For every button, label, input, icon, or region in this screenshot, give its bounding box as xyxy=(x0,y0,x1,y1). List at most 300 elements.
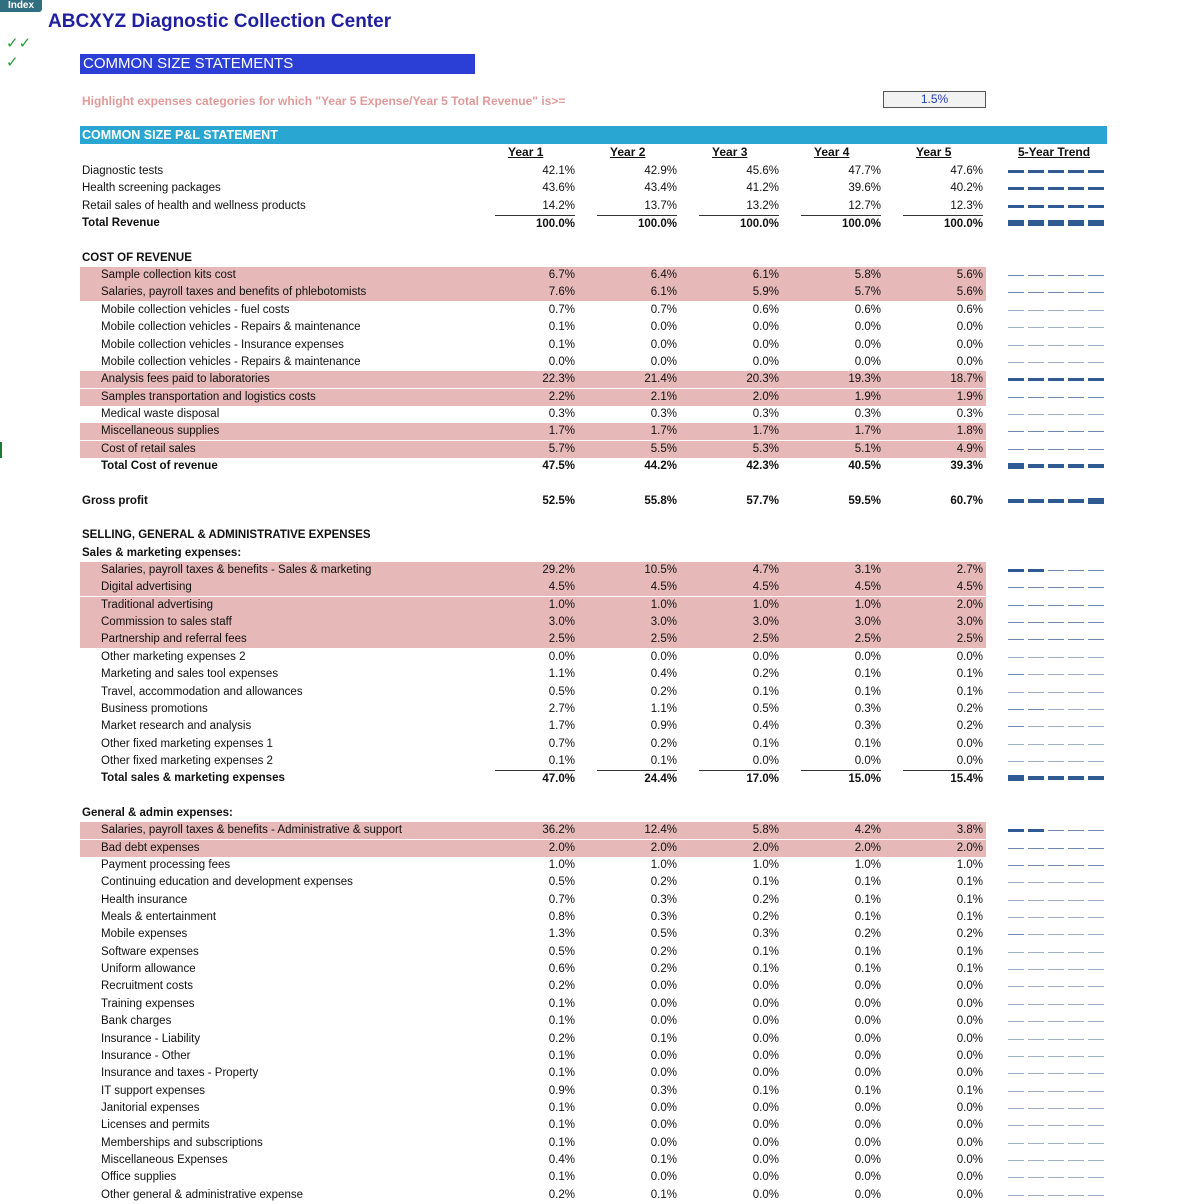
cell-year-4[interactable]: 100.0% xyxy=(801,215,881,233)
cell-year-1[interactable]: 7.6% xyxy=(548,286,575,298)
trend-dash xyxy=(1008,569,1024,572)
cell-year-5[interactable]: 5.6% xyxy=(956,269,983,281)
cell-year-3[interactable]: 45.6% xyxy=(746,165,779,177)
cell-year-2[interactable]: 100.0% xyxy=(597,215,677,233)
cell-year-4[interactable]: 4.2% xyxy=(854,824,881,836)
cell-year-1[interactable]: 47.5% xyxy=(542,460,575,472)
cell-year-3[interactable]: 17.0% xyxy=(699,770,779,788)
cell-year-1[interactable]: 6.7% xyxy=(548,269,575,281)
cell-year-1[interactable]: 1.7% xyxy=(548,720,575,732)
cell-year-3[interactable]: 0.0% xyxy=(752,755,779,767)
trend-dash xyxy=(1068,1125,1084,1126)
trend-dash xyxy=(1088,431,1104,432)
cell-year-5[interactable]: 0.1% xyxy=(956,963,983,975)
cell-year-5[interactable]: 1.0% xyxy=(956,859,983,871)
trend-dash xyxy=(1008,292,1024,293)
cell-year-1[interactable]: 29.2% xyxy=(542,564,575,576)
cell-year-3[interactable]: 0.6% xyxy=(752,304,779,316)
cell-year-5[interactable]: 3.0% xyxy=(956,616,983,628)
cell-year-3[interactable]: 4.7% xyxy=(752,564,779,576)
cell-year-5[interactable]: 0.1% xyxy=(956,668,983,680)
cell-year-3[interactable]: 42.3% xyxy=(746,460,779,472)
cell-year-3[interactable]: 13.2% xyxy=(746,200,779,212)
cell-year-3[interactable]: 0.2% xyxy=(752,911,779,923)
cell-year-3[interactable]: 6.1% xyxy=(752,269,779,281)
cell-year-2[interactable]: 0.0% xyxy=(650,980,677,992)
cell-year-5[interactable]: 0.1% xyxy=(956,686,983,698)
cell-year-1[interactable]: 0.2% xyxy=(548,980,575,992)
trend-dash xyxy=(1088,969,1104,970)
cell-year-5[interactable]: 0.0% xyxy=(956,339,983,351)
cell-year-1[interactable]: 0.2% xyxy=(548,1189,575,1201)
row-label: Miscellaneous supplies xyxy=(101,425,220,437)
cell-year-5[interactable]: 60.7% xyxy=(950,495,983,507)
cell-year-5[interactable]: 3.8% xyxy=(956,824,983,836)
cell-year-3[interactable]: 4.5% xyxy=(752,581,779,593)
cell-year-5[interactable]: 2.0% xyxy=(956,842,983,854)
cell-year-4[interactable]: 0.0% xyxy=(854,1119,881,1131)
cell-year-3[interactable]: 0.0% xyxy=(752,1154,779,1166)
cell-year-2[interactable]: 0.3% xyxy=(650,408,677,420)
cell-year-1[interactable]: 0.1% xyxy=(548,1050,575,1062)
cell-year-5[interactable]: 0.0% xyxy=(956,321,983,333)
cell-year-1[interactable]: 0.1% xyxy=(548,1067,575,1079)
cell-year-4[interactable]: 2.0% xyxy=(854,842,881,854)
cell-year-1[interactable]: 0.7% xyxy=(548,304,575,316)
cell-year-2[interactable]: 0.0% xyxy=(650,1102,677,1114)
cell-year-1[interactable]: 22.3% xyxy=(542,373,575,385)
cell-year-1[interactable]: 0.2% xyxy=(548,1033,575,1045)
trend-dash xyxy=(1048,969,1064,970)
cell-year-2[interactable]: 13.7% xyxy=(644,200,677,212)
trend-dash xyxy=(1008,220,1024,226)
cell-year-3[interactable]: 5.3% xyxy=(752,443,779,455)
cell-year-4[interactable]: 15.0% xyxy=(801,770,881,788)
cell-year-2[interactable]: 0.5% xyxy=(650,928,677,940)
cell-year-3[interactable]: 0.1% xyxy=(752,1085,779,1097)
cell-year-2[interactable]: 0.3% xyxy=(650,911,677,923)
trend-dash xyxy=(1068,1021,1084,1022)
trend-dash xyxy=(1048,292,1064,293)
trend-dash xyxy=(1068,292,1084,293)
index-tab[interactable]: Index xyxy=(0,0,42,12)
cell-year-4[interactable]: 0.2% xyxy=(854,928,881,940)
cell-year-2[interactable]: 0.0% xyxy=(650,651,677,663)
cell-year-1[interactable]: 14.2% xyxy=(542,200,575,212)
cell-year-2[interactable]: 0.0% xyxy=(650,1067,677,1079)
cell-year-5[interactable]: 0.1% xyxy=(956,894,983,906)
cell-year-2[interactable]: 0.0% xyxy=(650,1137,677,1149)
cell-year-1[interactable]: 0.6% xyxy=(548,963,575,975)
cell-year-3[interactable]: 1.7% xyxy=(752,425,779,437)
cell-year-2[interactable]: 0.2% xyxy=(650,686,677,698)
row-label: SELLING, GENERAL & ADMINISTRATIVE EXPENSES xyxy=(82,529,371,541)
cell-year-3[interactable]: 1.0% xyxy=(752,599,779,611)
cell-year-2[interactable]: 0.0% xyxy=(650,321,677,333)
cell-year-4[interactable]: 0.0% xyxy=(854,1102,881,1114)
cell-year-5[interactable]: 0.0% xyxy=(956,998,983,1010)
cell-year-1[interactable]: 3.0% xyxy=(548,616,575,628)
cell-year-5[interactable]: 0.2% xyxy=(956,928,983,940)
cell-year-4[interactable]: 3.0% xyxy=(854,616,881,628)
trend-dash xyxy=(1068,934,1084,935)
cell-year-3[interactable]: 0.4% xyxy=(752,720,779,732)
cell-year-5[interactable]: 0.1% xyxy=(956,911,983,923)
cell-year-3[interactable]: 0.1% xyxy=(752,686,779,698)
cell-year-5[interactable]: 2.0% xyxy=(956,599,983,611)
cell-year-2[interactable]: 0.1% xyxy=(650,1154,677,1166)
cell-year-2[interactable]: 10.5% xyxy=(644,564,677,576)
cell-year-2[interactable]: 1.0% xyxy=(650,599,677,611)
cell-year-4[interactable]: 0.3% xyxy=(854,720,881,732)
cell-year-3[interactable]: 0.1% xyxy=(752,946,779,958)
cell-year-2[interactable]: 0.0% xyxy=(650,1171,677,1183)
cell-year-3[interactable]: 5.9% xyxy=(752,286,779,298)
cell-year-3[interactable]: 0.2% xyxy=(752,894,779,906)
cell-year-4[interactable]: 0.3% xyxy=(854,703,881,715)
cell-year-1[interactable]: 100.0% xyxy=(495,215,575,233)
cell-year-3[interactable]: 0.0% xyxy=(752,1033,779,1045)
cell-year-4[interactable]: 0.0% xyxy=(854,651,881,663)
cell-year-1[interactable]: 0.7% xyxy=(548,738,575,750)
cell-year-3[interactable]: 0.0% xyxy=(752,321,779,333)
cell-year-2[interactable]: 6.4% xyxy=(650,269,677,281)
cell-year-1[interactable]: 0.7% xyxy=(548,894,575,906)
trend-dash xyxy=(1008,761,1024,762)
cell-year-5[interactable]: 0.0% xyxy=(956,1033,983,1045)
cell-year-3[interactable]: 41.2% xyxy=(746,182,779,194)
cell-year-4[interactable]: 0.0% xyxy=(854,1137,881,1149)
cell-year-5[interactable]: 0.0% xyxy=(956,738,983,750)
cell-year-3[interactable]: 0.1% xyxy=(752,738,779,750)
cell-year-1[interactable]: 0.5% xyxy=(548,946,575,958)
cell-year-2[interactable]: 0.7% xyxy=(650,304,677,316)
trend-dash xyxy=(1088,327,1104,328)
cell-year-2[interactable]: 0.0% xyxy=(650,998,677,1010)
cell-year-2[interactable]: 4.5% xyxy=(650,581,677,593)
cell-year-2[interactable]: 12.4% xyxy=(644,824,677,836)
cell-year-3[interactable]: 0.3% xyxy=(752,408,779,420)
cell-year-5[interactable]: 0.6% xyxy=(956,304,983,316)
cell-year-1[interactable]: 0.1% xyxy=(548,339,575,351)
cell-year-2[interactable]: 0.0% xyxy=(650,1119,677,1131)
cell-year-3[interactable]: 0.0% xyxy=(752,1171,779,1183)
cell-year-1[interactable]: 2.7% xyxy=(548,703,575,715)
cell-year-4[interactable]: 0.6% xyxy=(854,304,881,316)
cell-year-3[interactable]: 0.0% xyxy=(752,339,779,351)
cell-year-1[interactable]: 47.0% xyxy=(495,770,575,788)
cell-year-4[interactable]: 0.1% xyxy=(854,1085,881,1097)
cell-year-1[interactable]: 0.1% xyxy=(548,755,575,767)
trend-dash xyxy=(1088,934,1104,935)
cell-year-5[interactable]: 1.9% xyxy=(956,391,983,403)
cell-year-1[interactable]: 0.8% xyxy=(548,911,575,923)
cell-year-4[interactable]: 12.7% xyxy=(848,200,881,212)
trend-dash xyxy=(1048,1004,1064,1005)
cell-year-4[interactable]: 0.1% xyxy=(854,894,881,906)
cell-year-1[interactable]: 0.9% xyxy=(548,1085,575,1097)
cell-year-5[interactable]: 0.1% xyxy=(956,1085,983,1097)
cell-year-3[interactable]: 0.5% xyxy=(752,703,779,715)
cell-year-5[interactable]: 0.0% xyxy=(956,755,983,767)
trend-dash xyxy=(1068,499,1084,503)
cell-year-5[interactable]: 2.5% xyxy=(956,633,983,645)
cell-year-3[interactable]: 0.1% xyxy=(752,876,779,888)
cell-year-4[interactable]: 1.7% xyxy=(854,425,881,437)
cell-year-2[interactable]: 21.4% xyxy=(644,373,677,385)
cell-year-4[interactable]: 0.0% xyxy=(854,998,881,1010)
cell-year-4[interactable]: 0.0% xyxy=(854,321,881,333)
cell-year-1[interactable]: 0.3% xyxy=(548,408,575,420)
cell-year-4[interactable]: 59.5% xyxy=(848,495,881,507)
cell-year-4[interactable]: 2.5% xyxy=(854,633,881,645)
cell-year-5[interactable]: 0.0% xyxy=(956,1102,983,1114)
cell-year-3[interactable]: 0.0% xyxy=(752,651,779,663)
cell-year-2[interactable]: 3.0% xyxy=(650,616,677,628)
cell-year-4[interactable]: 0.1% xyxy=(854,876,881,888)
trend-dash xyxy=(1068,776,1084,780)
cell-year-5[interactable]: 0.0% xyxy=(956,651,983,663)
cell-year-4[interactable]: 0.0% xyxy=(854,1067,881,1079)
cell-year-3[interactable]: 2.0% xyxy=(752,842,779,854)
cell-year-2[interactable]: 5.5% xyxy=(650,443,677,455)
cell-year-1[interactable]: 0.1% xyxy=(548,1171,575,1183)
cell-year-2[interactable]: 44.2% xyxy=(644,460,677,472)
cell-year-4[interactable]: 0.1% xyxy=(854,946,881,958)
cell-year-4[interactable]: 0.3% xyxy=(854,408,881,420)
cell-year-1[interactable]: 2.0% xyxy=(548,842,575,854)
cell-year-3[interactable]: 2.0% xyxy=(752,391,779,403)
cell-year-2[interactable]: 0.3% xyxy=(650,894,677,906)
cell-year-5[interactable]: 0.0% xyxy=(956,1137,983,1149)
cell-year-2[interactable]: 24.4% xyxy=(597,770,677,788)
cell-year-5[interactable]: 0.1% xyxy=(956,876,983,888)
table-row xyxy=(0,458,1200,475)
trend-dash xyxy=(1068,275,1084,276)
row-label: Marketing and sales tool expenses xyxy=(101,668,279,680)
trend-dash xyxy=(1028,1160,1044,1161)
trend-sparkline xyxy=(1008,753,1104,770)
cell-year-5[interactable]: 0.0% xyxy=(956,1119,983,1131)
cell-year-3[interactable]: 100.0% xyxy=(699,215,779,233)
cell-year-2[interactable]: 1.1% xyxy=(650,703,677,715)
cell-year-1[interactable]: 36.2% xyxy=(542,824,575,836)
cell-year-5[interactable]: 1.8% xyxy=(956,425,983,437)
cell-year-2[interactable]: 0.2% xyxy=(650,963,677,975)
cell-year-1[interactable]: 43.6% xyxy=(542,182,575,194)
cell-year-4[interactable]: 0.0% xyxy=(854,755,881,767)
cell-year-5[interactable]: 12.3% xyxy=(950,200,983,212)
cell-year-1[interactable]: 1.0% xyxy=(548,859,575,871)
cell-year-4[interactable]: 0.0% xyxy=(854,1050,881,1062)
cell-year-2[interactable]: 0.9% xyxy=(650,720,677,732)
cell-year-4[interactable]: 1.9% xyxy=(854,391,881,403)
cell-year-5[interactable]: 18.7% xyxy=(950,373,983,385)
cell-year-5[interactable]: 39.3% xyxy=(950,460,983,472)
cell-year-4[interactable]: 4.5% xyxy=(854,581,881,593)
trend-dash xyxy=(1028,761,1044,762)
cell-year-2[interactable]: 6.1% xyxy=(650,286,677,298)
cell-year-4[interactable]: 0.0% xyxy=(854,356,881,368)
cell-year-3[interactable]: 2.5% xyxy=(752,633,779,645)
cell-year-2[interactable]: 0.0% xyxy=(650,356,677,368)
trend-sparkline xyxy=(1008,198,1104,215)
cell-year-4[interactable]: 0.0% xyxy=(854,1033,881,1045)
cell-year-5[interactable]: 0.2% xyxy=(956,720,983,732)
row-label: Medical waste disposal xyxy=(101,408,220,420)
cell-year-2[interactable]: 0.3% xyxy=(650,1085,677,1097)
cell-year-1[interactable]: 0.0% xyxy=(548,356,575,368)
cell-year-5[interactable]: 0.0% xyxy=(956,1189,983,1201)
cell-year-5[interactable]: 0.3% xyxy=(956,408,983,420)
trend-dash xyxy=(1028,882,1044,883)
cell-year-3[interactable]: 20.3% xyxy=(746,373,779,385)
cell-year-4[interactable]: 0.0% xyxy=(854,1171,881,1183)
row-label: Mobile collection vehicles - Repairs & maintenance xyxy=(101,321,361,333)
cell-year-3[interactable]: 0.0% xyxy=(752,1015,779,1027)
cell-year-5[interactable]: 5.6% xyxy=(956,286,983,298)
cell-year-3[interactable]: 0.0% xyxy=(752,998,779,1010)
cell-year-4[interactable]: 0.1% xyxy=(854,963,881,975)
cell-year-1[interactable]: 42.1% xyxy=(542,165,575,177)
cell-year-1[interactable]: 0.1% xyxy=(548,1102,575,1114)
cell-year-1[interactable]: 1.3% xyxy=(548,928,575,940)
cell-year-3[interactable]: 0.0% xyxy=(752,356,779,368)
cell-year-4[interactable]: 1.0% xyxy=(854,599,881,611)
cell-year-2[interactable]: 0.4% xyxy=(650,668,677,680)
cell-year-1[interactable]: 4.5% xyxy=(548,581,575,593)
cell-year-4[interactable]: 47.7% xyxy=(848,165,881,177)
cell-year-2[interactable]: 2.0% xyxy=(650,842,677,854)
cell-year-1[interactable]: 0.1% xyxy=(548,1015,575,1027)
cell-year-5[interactable]: 0.2% xyxy=(956,703,983,715)
cell-year-1[interactable]: 2.5% xyxy=(548,633,575,645)
cell-year-1[interactable]: 0.1% xyxy=(548,1119,575,1131)
cell-year-2[interactable]: 0.0% xyxy=(650,339,677,351)
cell-year-3[interactable]: 5.8% xyxy=(752,824,779,836)
trend-dash xyxy=(1008,1091,1024,1092)
cell-year-2[interactable]: 0.0% xyxy=(650,1050,677,1062)
trend-dash xyxy=(1088,1160,1104,1161)
cell-year-5[interactable]: 0.0% xyxy=(956,1050,983,1062)
cell-year-2[interactable]: 0.1% xyxy=(650,755,677,767)
cell-year-3[interactable]: 57.7% xyxy=(746,495,779,507)
cell-year-2[interactable]: 0.1% xyxy=(650,1033,677,1045)
cell-year-1[interactable]: 0.1% xyxy=(548,321,575,333)
cell-year-5[interactable]: 0.0% xyxy=(956,1154,983,1166)
cell-year-4[interactable]: 5.1% xyxy=(854,443,881,455)
cell-year-5[interactable]: 0.0% xyxy=(956,1067,983,1079)
cell-year-4[interactable]: 3.1% xyxy=(854,564,881,576)
cell-year-4[interactable]: 5.7% xyxy=(854,286,881,298)
cell-year-5[interactable]: 40.2% xyxy=(950,182,983,194)
cell-year-1[interactable]: 2.2% xyxy=(548,391,575,403)
cell-year-1[interactable]: 0.4% xyxy=(548,1154,575,1166)
cell-year-5[interactable]: 0.0% xyxy=(956,1015,983,1027)
cell-year-1[interactable]: 0.0% xyxy=(548,651,575,663)
cell-year-3[interactable]: 0.1% xyxy=(752,963,779,975)
cell-year-2[interactable]: 0.2% xyxy=(650,738,677,750)
cell-year-5[interactable]: 0.0% xyxy=(956,1171,983,1183)
cell-year-2[interactable]: 43.4% xyxy=(644,182,677,194)
cell-year-2[interactable]: 0.2% xyxy=(650,946,677,958)
cell-year-3[interactable]: 3.0% xyxy=(752,616,779,628)
cell-year-4[interactable]: 19.3% xyxy=(848,373,881,385)
cell-year-2[interactable]: 42.9% xyxy=(644,165,677,177)
cell-year-3[interactable]: 0.0% xyxy=(752,1137,779,1149)
cell-year-3[interactable]: 0.0% xyxy=(752,1119,779,1131)
trend-dash xyxy=(1008,848,1024,849)
cell-year-5[interactable]: 0.0% xyxy=(956,980,983,992)
cell-year-2[interactable]: 1.7% xyxy=(650,425,677,437)
cell-year-5[interactable]: 47.6% xyxy=(950,165,983,177)
cell-year-1[interactable]: 1.0% xyxy=(548,599,575,611)
cell-year-5[interactable]: 0.1% xyxy=(956,946,983,958)
cell-year-2[interactable]: 55.8% xyxy=(644,495,677,507)
cell-year-2[interactable]: 0.1% xyxy=(650,1189,677,1201)
cell-year-2[interactable]: 1.0% xyxy=(650,859,677,871)
cell-year-1[interactable]: 0.5% xyxy=(548,876,575,888)
cell-year-3[interactable]: 0.2% xyxy=(752,668,779,680)
cell-year-1[interactable]: 52.5% xyxy=(542,495,575,507)
trend-dash xyxy=(1008,952,1024,953)
cell-year-1[interactable]: 5.7% xyxy=(548,443,575,455)
cell-year-2[interactable]: 0.2% xyxy=(650,876,677,888)
cell-year-1[interactable]: 0.1% xyxy=(548,998,575,1010)
cell-year-4[interactable]: 0.1% xyxy=(854,668,881,680)
cell-year-1[interactable]: 1.1% xyxy=(548,668,575,680)
cell-year-4[interactable]: 5.8% xyxy=(854,269,881,281)
cell-year-1[interactable]: 1.7% xyxy=(548,425,575,437)
cell-year-2[interactable]: 2.1% xyxy=(650,391,677,403)
cell-year-4[interactable]: 0.1% xyxy=(854,911,881,923)
cell-year-4[interactable]: 1.0% xyxy=(854,859,881,871)
cell-year-4[interactable]: 0.0% xyxy=(854,1015,881,1027)
cell-year-5[interactable]: 4.5% xyxy=(956,581,983,593)
trend-dash xyxy=(1028,917,1044,918)
cell-year-4[interactable]: 40.5% xyxy=(848,460,881,472)
cell-year-4[interactable]: 0.1% xyxy=(854,738,881,750)
cell-year-5[interactable]: 100.0% xyxy=(903,215,983,233)
trend-dash xyxy=(1028,397,1044,398)
trend-dash xyxy=(1028,1004,1044,1005)
cell-year-3[interactable]: 0.0% xyxy=(752,980,779,992)
cell-year-4[interactable]: 39.6% xyxy=(848,182,881,194)
cell-year-4[interactable]: 0.0% xyxy=(854,1154,881,1166)
cell-year-3[interactable]: 0.0% xyxy=(752,1050,779,1062)
cell-year-3[interactable]: 0.0% xyxy=(752,1189,779,1201)
cell-year-4[interactable]: 0.0% xyxy=(854,980,881,992)
cell-year-3[interactable]: 0.0% xyxy=(752,1102,779,1114)
cell-year-5[interactable]: 4.9% xyxy=(956,443,983,455)
cell-year-4[interactable]: 0.0% xyxy=(854,339,881,351)
cell-year-1[interactable]: 0.5% xyxy=(548,686,575,698)
cell-year-1[interactable]: 0.1% xyxy=(548,1137,575,1149)
row-label: Recruitment costs xyxy=(101,980,194,992)
cell-year-4[interactable]: 0.1% xyxy=(854,686,881,698)
cell-year-4[interactable]: 0.0% xyxy=(854,1189,881,1201)
cell-year-5[interactable]: 2.7% xyxy=(956,564,983,576)
cell-year-3[interactable]: 1.0% xyxy=(752,859,779,871)
cell-year-3[interactable]: 0.3% xyxy=(752,928,779,940)
cell-year-5[interactable]: 15.4% xyxy=(903,770,983,788)
cell-year-5[interactable]: 0.0% xyxy=(956,356,983,368)
table-row xyxy=(0,163,1200,180)
cell-year-2[interactable]: 0.0% xyxy=(650,1015,677,1027)
cell-year-2[interactable]: 2.5% xyxy=(650,633,677,645)
cell-year-3[interactable]: 0.0% xyxy=(752,1067,779,1079)
trend-sparkline xyxy=(1008,458,1104,475)
